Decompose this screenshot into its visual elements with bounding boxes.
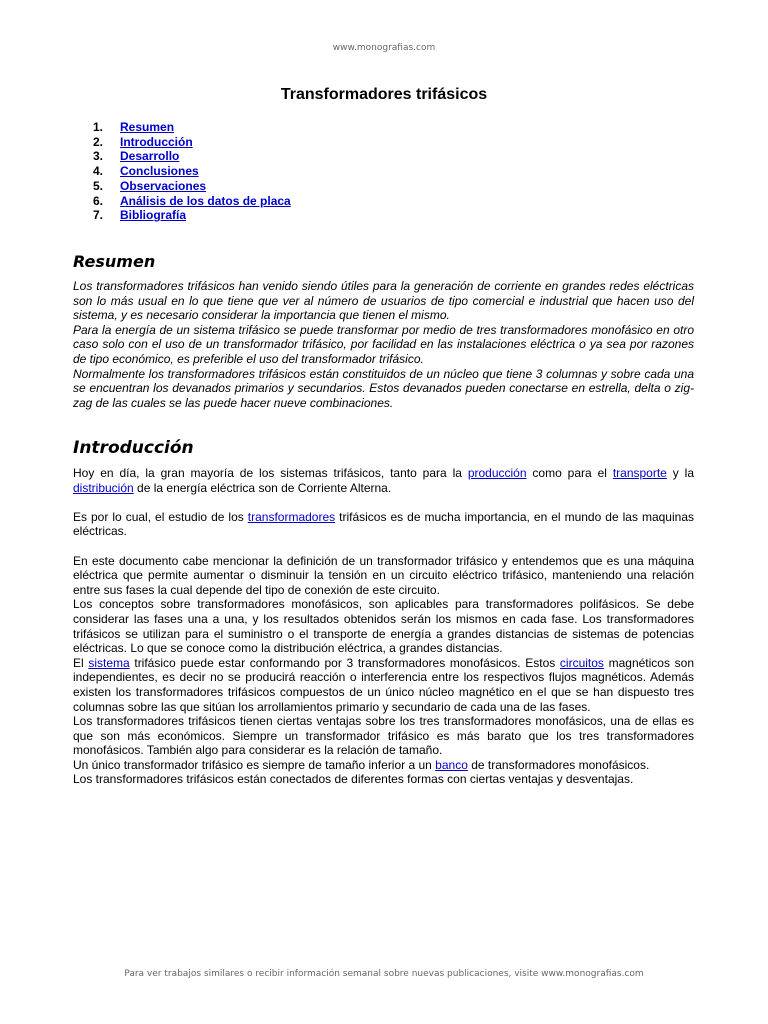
table-of-contents [93, 120, 291, 223]
toc-link-conclusiones[interactable]: Conclusiones [120, 164, 199, 179]
paragraph: Los transformadores trifásicos están conectados de diferentes formas con ciertas ventajas y desventajas. [73, 772, 634, 787]
paragraph: En este documento cabe mencionar la definición de un transformador trifásico y entendemos que es una máquina eléctrica que permite aumentar o disminuir la tensión en un circuito eléctrico trifásico, manteniendo una relación entre sus fases la cual depende del tipo de conexión de este circuito. [73, 553, 694, 597]
paragraph: Los transformadores trifásicos tienen ciertas ventajas sobre los tres transformadores monofásicos, una de ellas es que son más económicos. Siempre un transformador trifásico es más barato que los tres transformadores monofásicos. También algo para considerar es la relación de tamaño. [73, 714, 694, 758]
document-title: Transformadores trifásicos [280, 86, 488, 103]
section-heading-resumen: Resumen [73, 252, 156, 271]
paragraph: Los conceptos sobre transformadores monofásicos, son aplicables para transformadores polifásicos. Se debe considerar las fases una a una, y los resultados obtenidos serán los mismos en cada fase. Los transformadores trifásicos se utilizan para el suministro o el transporte de energía a grandes distancias de sistemas de potencias eléctricas. Lo que se conoce como la distribución eléctrica, a grandes distancias. [73, 597, 694, 656]
paragraph: Los transformadores trifásicos han venido siendo útiles para la generación de corriente en grandes redes eléctricas son lo más usual en lo que tiene que ver al número de usuarios de tipo comercial e industrial que hacen uso del sistema, y es necesario considerar la importancia que tienen el mismo. [73, 279, 694, 323]
link-transporte[interactable]: transporte [612, 466, 667, 480]
section-heading-introduccion: Introducción [73, 438, 194, 458]
footer-text: Para ver trabajos similares o recibir información semanal sobre nuevas publicaciones, visite www.monografias.com [124, 969, 644, 979]
toc-link-bibliografia[interactable]: Bibliografía [120, 208, 187, 223]
header-url: www.monografias.com [332, 43, 436, 53]
paragraph: Un único transformador trifásico es siempre de tamaño inferior a un banco de transformadores monofásicos. [73, 757, 650, 772]
toc-item-conclusiones: 4. Conclusiones [93, 164, 199, 179]
link-circuitos[interactable]: circuitos [559, 655, 604, 670]
link-transformadores[interactable]: transformadores [247, 509, 336, 524]
toc-link-resumen[interactable]: Resumen [120, 120, 175, 134]
link-banco[interactable]: banco [435, 757, 468, 772]
toc-item-desarrollo: 3. Desarrollo [93, 149, 180, 164]
paragraph: Es por lo cual, el estudio de los transformadores trifásicos es de mucha importancia, en el mundo de las maquinas eléctricas. [73, 509, 694, 539]
introduccion-body [73, 466, 694, 787]
paragraph: El sistema trifásico puede estar conformando por 3 transformadores monofásicos. Estos circuitos magnéticos son independientes, es decir no se producirá reacción o interferencia entre los respectivos flujos magnéticos. Además existen los transformadores trifásicos compuestos de un único núcleo magnético en el que se han dispuesto tres columnas sobre las que sitúan los arrollamientos primario y secundario de cada una de las fases. [73, 655, 694, 714]
toc-link-introduccion[interactable]: Introducción [120, 134, 193, 149]
paragraph: Hoy en día, la gran mayoría de los sistemas trifásicos, tanto para la producción como para el transporte y la distribución de la energía eléctrica son de Corriente Alterna. [73, 466, 694, 495]
toc-item-analisis: 6. Análisis de los datos de placa [93, 193, 291, 208]
paragraph: Para la energía de un sistema trifásico se puede transformar por medio de tres transformadores monofásico en otro caso solo con el uso de un transformador trifásico, por facilidad en las instalaciones eléctrica o ya sea por razones de tipo económico, es preferible el uso del transformador trifásico. [73, 322, 694, 366]
toc-item-introduccion: 2. Introducción [93, 134, 193, 149]
link-distribucion[interactable]: distribución [73, 480, 134, 495]
toc-item-resumen: 1. Resumen [93, 120, 175, 134]
toc-link-desarrollo[interactable]: Desarrollo [120, 149, 180, 164]
toc-link-observaciones[interactable]: Observaciones [120, 178, 207, 193]
toc-link-analisis[interactable]: Análisis de los datos de placa [120, 193, 291, 208]
toc-item-bibliografia: 7. Bibliografía [93, 208, 187, 223]
link-produccion[interactable]: producción [467, 466, 527, 480]
toc-item-observaciones: 5. Observaciones [93, 178, 207, 193]
resumen-body [73, 279, 694, 410]
paragraph: Normalmente los transformadores trifásicos están constituidos de un núcleo que tiene 3 columnas y sobre cada una se encuentran los devanados primarios y secundarios. Estos devanados pueden conectarse en estrella, delta o zig-zag de las cuales se las puede hacer nueve combinaciones. [73, 366, 694, 410]
link-sistema[interactable]: sistema [88, 655, 130, 670]
